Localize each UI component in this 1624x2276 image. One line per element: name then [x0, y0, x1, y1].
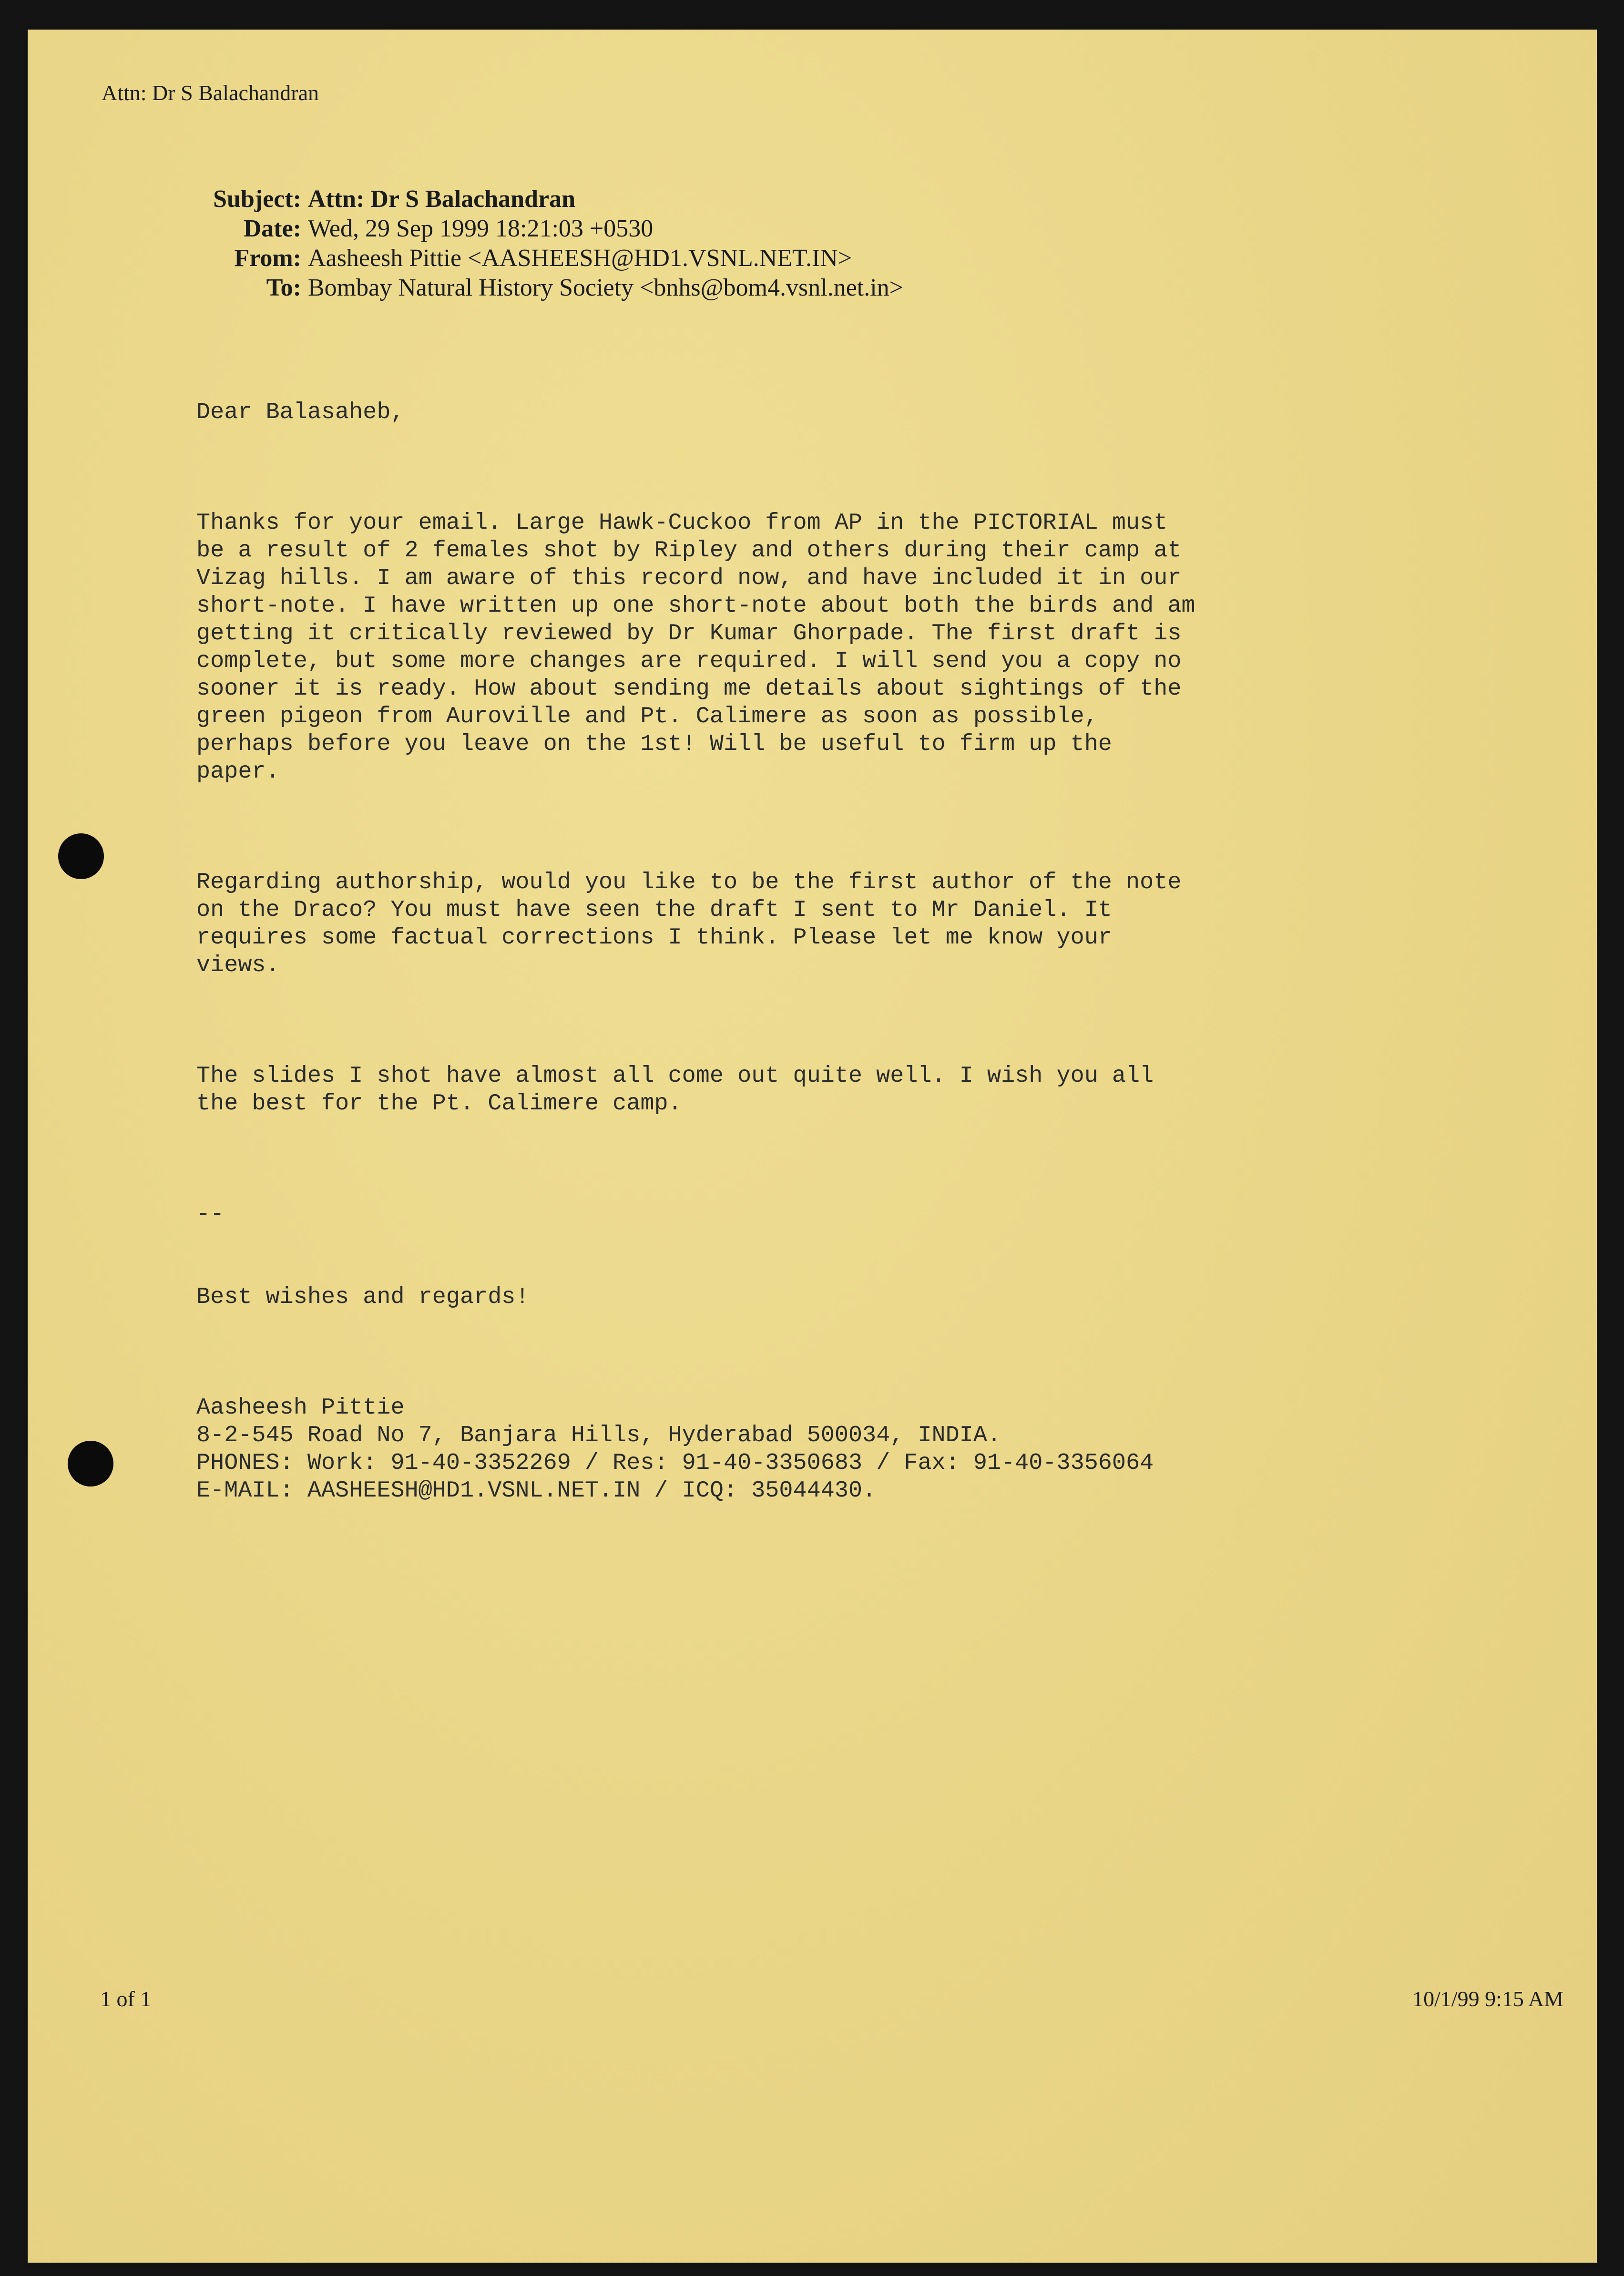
from-label: From:	[234, 245, 301, 272]
date-label: Date:	[243, 215, 301, 242]
subject-label: Subject:	[213, 185, 301, 213]
punch-hole-top	[58, 833, 104, 879]
subject-value: Attn: Dr S Balachandran	[308, 185, 576, 213]
to-row	[204, 273, 903, 303]
date-row	[204, 214, 903, 244]
body-paragraph-1: Thanks for your email. Large Hawk-Cuckoo from AP in the PICTORIAL must be a result of 2 females shot by Ripley and others during their camp at Vizag hills. I am aware of this record now, and have included it in our short-note. I have written up one short-note about both the birds and am getting it critically reviewed by Dr Kumar Ghorpade. The first draft is complete, but some more changes are required. I will send you a copy no sooner it is ready. How about sending me details about sightings of the green pigeon from Auroville and Pt. Calimere as soon as possible, perhaps before you leave on the 1st! Will be useful to firm up the paper.	[196, 510, 1195, 785]
from-value: Aasheesh Pittie <AASHEESH@HD1.VSNL.NET.IN>	[308, 245, 852, 272]
punch-hole-bottom	[68, 1441, 113, 1487]
document-page	[28, 30, 1597, 2263]
to-label: To:	[266, 274, 301, 301]
signature-separator: --	[196, 1201, 225, 1227]
page-header: Attn: Dr S Balachandran	[102, 81, 319, 105]
email-body	[196, 343, 1483, 1560]
print-timestamp: 10/1/99 9:15 AM	[1412, 1987, 1563, 2011]
from-row	[204, 244, 903, 273]
to-value: Bombay Natural History Society <bnhs@bom4.vsnl.net.in>	[308, 274, 903, 301]
closing: Best wishes and regards!	[196, 1284, 530, 1310]
page-count: 1 of 1	[100, 1987, 152, 2011]
body-paragraph-3: The slides I shot have almost all come out quite well. I wish you all the best for the Pt. Calimere camp.	[196, 1063, 1154, 1117]
signature-block: Aasheesh Pittie 8-2-545 Road No 7, Banjara Hills, Hyderabad 500034, INDIA. PHONES: Work: 91-40-3352269 / Res: 91-40-3350683 / Fax: 91-40-3356064 E-MAIL: AASHEESH@HD1.VSNL.NET.IN / ICQ: 35044430.	[196, 1394, 1154, 1504]
date-value: Wed, 29 Sep 1999 18:21:03 +0530	[308, 215, 654, 242]
email-headers	[204, 185, 903, 303]
body-paragraph-2: Regarding authorship, would you like to be the first author of the note on the Draco? You must have seen the draft I sent to Mr Daniel. It requires some factual corrections I think. Please let me know your views.	[196, 869, 1182, 978]
subject-row	[204, 185, 903, 214]
greeting: Dear Balasaheb,	[196, 399, 405, 425]
